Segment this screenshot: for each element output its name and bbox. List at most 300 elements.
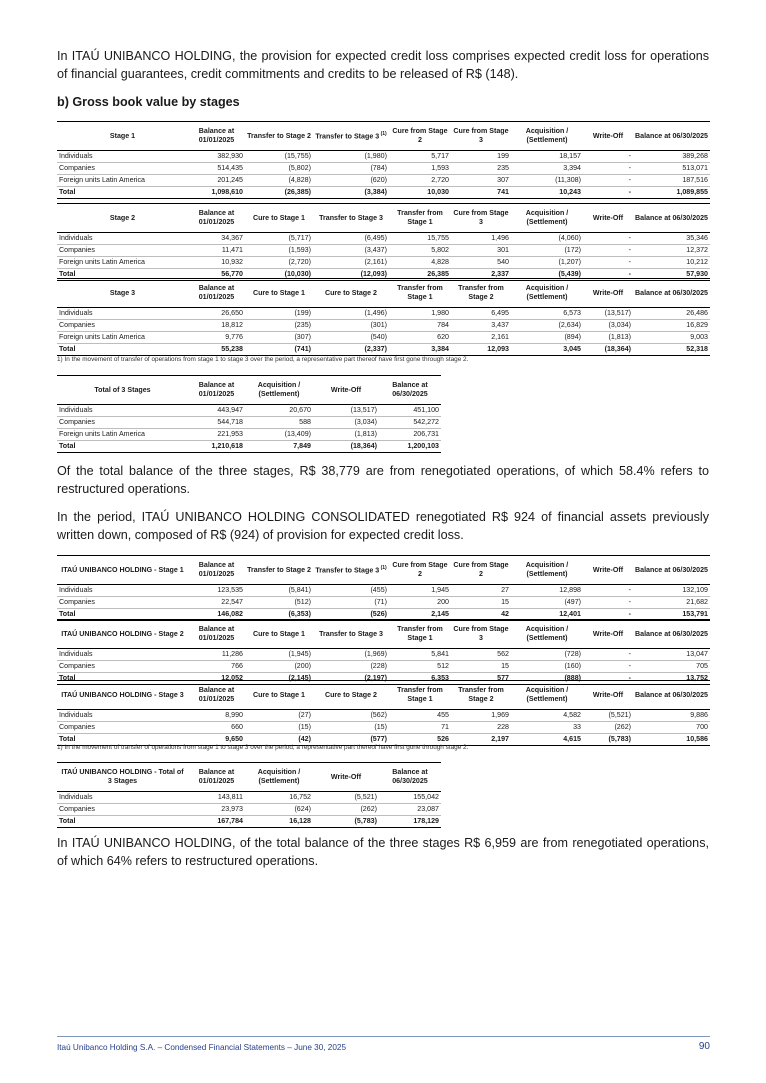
table-cell: (1,813) [313,429,379,441]
table-cell: 12,372 [633,245,710,257]
table-cell: 542,272 [379,417,441,429]
table-row [57,722,710,734]
column-header [245,122,313,151]
table-cell: (15) [245,722,313,734]
iuh-stage2-table [57,619,710,685]
table-header-row [57,620,710,649]
table-cell: 199 [451,151,511,163]
table-cell: 23,087 [379,804,441,816]
column-header-label: Write-Off [592,131,624,140]
stage1-table [57,121,710,199]
table-row [57,804,441,816]
column-header [313,204,389,233]
column-header [188,620,245,649]
table-cell: 1,098,610 [188,187,245,199]
column-header [633,556,710,585]
column-header [57,556,188,585]
table-row [57,320,710,332]
column-header-label: Write-Off [592,565,624,574]
table-cell: 52,318 [633,344,710,356]
table-cell: (13,517) [313,405,379,417]
table-cell: 56,770 [188,269,245,281]
intro-paragraph: In ITAÚ UNIBANCO HOLDING, the provision for expected credit loss comprises expected credit loss for operations of financial guarantees, credit commitments and credits to be released of R$ (148). [57,49,709,81]
column-header-label: Transfer from Stage 1 [397,625,443,642]
table-cell: 2,145 [389,609,451,621]
table-cell: 153,791 [633,609,710,621]
column-header [511,681,583,710]
footer-divider [57,1036,710,1037]
row-label: Foreign units Latin America [57,175,188,187]
table-cell: (4,060) [511,233,583,245]
table-cell: (6,353) [245,609,313,621]
stage2-table [57,203,710,281]
table-cell: (540) [313,332,389,344]
table-cell: (200) [245,661,313,673]
table-cell: 123,535 [188,585,245,597]
column-header [389,279,451,308]
table-cell: (894) [511,332,583,344]
table-cell: (235) [245,320,313,332]
column-header [583,681,633,710]
table-cell: (1,945) [245,649,313,661]
row-label: Total [57,609,188,621]
table-cell: 540 [451,257,511,269]
table-cell: 455 [389,710,451,722]
table-row [57,405,441,417]
table-cell: (10,030) [245,269,313,281]
row-label: Companies [57,804,188,816]
row-label: Companies [57,661,188,673]
table-cell: (18,364) [583,344,633,356]
table-cell: (3,034) [313,417,379,429]
column-header-label: Total of 3 Stages [94,385,151,394]
table-cell: (18,364) [313,441,379,453]
table-row [57,245,710,257]
iuh-stage3-table [57,680,710,746]
table-cell: - [583,175,633,187]
table-row [57,429,441,441]
table-cell: 1,593 [389,163,451,175]
table-cell: (2,634) [511,320,583,332]
column-header [245,204,313,233]
column-header [379,376,441,405]
table-cell: 27 [451,585,511,597]
table-cell: (26,385) [245,187,313,199]
column-header [57,376,188,405]
table-cell: 1,945 [389,585,451,597]
iuh-total-three-stages-table [57,762,441,828]
table-row [57,151,710,163]
table-cell: 1,089,855 [633,187,710,199]
table-cell: 526 [389,734,451,746]
row-label: Foreign units Latin America [57,332,188,344]
column-header [451,620,511,649]
table-cell: 513,071 [633,163,710,175]
renegotiated-paragraph: Of the total balance of the three stages, R$ 38,779 are from renegotiated operations, of which 58.4% refers to restructured operations. [57,464,709,496]
column-header-label: Transfer to Stage 3 [315,566,380,575]
table-cell: (307) [245,332,313,344]
table-cell: 15 [451,661,511,673]
row-label: Companies [57,245,188,257]
row-label: Total [57,734,188,746]
table-row [57,792,441,804]
column-header-label: Write-Off [592,690,624,699]
table-cell: (741) [245,344,313,356]
table-cell: 1,980 [389,308,451,320]
column-header [188,204,245,233]
table-header-row [57,204,710,233]
table-cell: 784 [389,320,451,332]
table-cell: (784) [313,163,389,175]
table-cell: 12,093 [451,344,511,356]
column-header [245,556,313,585]
total-three-stages-table [57,375,441,453]
row-label: Foreign units Latin America [57,429,188,441]
table-row [57,649,710,661]
table-cell: 451,100 [379,405,441,417]
table-cell: 12,401 [511,609,583,621]
footnote-marker: (1) [379,565,387,572]
column-header [389,681,451,710]
column-header-label: ITAÚ UNIBANCO HOLDING - Stage 2 [61,629,184,638]
table-header-row [57,279,710,308]
table-cell: 12,052 [188,673,245,685]
table-cell: 10,212 [633,257,710,269]
column-header-label: Balance at 01/01/2025 [198,768,235,785]
column-header [245,681,313,710]
table-cell: (526) [313,609,389,621]
column-header [188,556,245,585]
column-header-label: Balance at 06/30/2025 [635,213,708,222]
table-cell: 155,042 [379,792,441,804]
table-cell: (888) [511,673,583,685]
column-header-label: Balance at 01/01/2025 [198,381,235,398]
column-header-label: Acquisition / (Settlement) [525,209,569,226]
column-header-label: Acquisition / (Settlement) [525,284,569,301]
column-header-label: Transfer from Stage 1 [397,284,443,301]
column-header [313,681,389,710]
column-header-label: Balance at 06/30/2025 [635,288,708,297]
column-header-label: Balance at 01/01/2025 [198,561,235,578]
column-header [188,376,245,405]
column-header-label: Balance at 01/01/2025 [198,625,235,642]
column-header [633,204,710,233]
table-cell: (4,828) [245,175,313,187]
written-down-paragraph: In the period, ITAÚ UNIBANCO HOLDING CONSOLIDATED renegotiated R$ 924 of financial assets previously written down, composed of R$ (924) of provision for expected credit loss. [57,510,709,542]
table-header-row [57,122,710,151]
column-header-label: Write-Off [330,385,362,394]
row-label: Foreign units Latin America [57,257,188,269]
total-row [57,816,441,828]
column-header-label: Transfer from Stage 2 [458,686,504,703]
column-header [583,620,633,649]
table-cell: 2,720 [389,175,451,187]
table-row [57,233,710,245]
column-header-label: Balance at 06/30/2025 [635,690,708,699]
table-cell: - [583,673,633,685]
table-cell: 201,245 [188,175,245,187]
total-row [57,187,710,199]
column-header-label: Transfer from Stage 1 [397,209,443,226]
column-header [583,556,633,585]
table-cell: 146,082 [188,609,245,621]
table-cell: 35,346 [633,233,710,245]
column-header-label: Balance at 06/30/2025 [635,629,708,638]
table-cell: (1,496) [313,308,389,320]
table-cell: - [583,609,633,621]
column-header [57,681,188,710]
column-header [313,620,389,649]
column-header [511,204,583,233]
column-header-label: Balance at 06/30/2025 [635,131,708,140]
table-cell: - [583,187,633,199]
column-header [245,279,313,308]
table-cell: (228) [313,661,389,673]
table-cell: 382,930 [188,151,245,163]
table-cell: 562 [451,649,511,661]
column-header [451,204,511,233]
table-cell: 26,650 [188,308,245,320]
column-header [633,681,710,710]
row-label: Individuals [57,792,188,804]
table-cell: 9,650 [188,734,245,746]
table-cell: - [583,597,633,609]
row-label: Total [57,441,188,453]
table-cell: 9,886 [633,710,710,722]
column-header-label: Stage 2 [109,213,136,222]
table-row [57,308,710,320]
column-header-label: Write-Off [592,629,624,638]
column-header-label: Balance at 01/01/2025 [198,686,235,703]
table-row [57,332,710,344]
table-cell: 57,930 [633,269,710,281]
table-cell: 705 [633,661,710,673]
row-label: Companies [57,722,188,734]
table-cell: (262) [313,804,379,816]
table-cell: 301 [451,245,511,257]
table-cell: (455) [313,585,389,597]
column-header [313,279,389,308]
column-header [245,763,313,792]
table-row [57,175,710,187]
table-cell: 26,486 [633,308,710,320]
table-cell: 11,471 [188,245,245,257]
table-cell: 5,717 [389,151,451,163]
table-cell: 143,811 [188,792,245,804]
column-header-label: Cure from Stage 3 [453,209,509,226]
table-cell: 4,615 [511,734,583,746]
table-cell: (199) [245,308,313,320]
table-cell: - [583,661,633,673]
table-cell: 9,776 [188,332,245,344]
table-cell: (1,593) [245,245,313,257]
column-header [188,279,245,308]
table-cell: 6,573 [511,308,583,320]
table-cell: (577) [313,734,389,746]
column-header-label: Balance at 01/01/2025 [198,209,235,226]
table-cell: 6,353 [389,673,451,685]
column-header-label: Cure to Stage 2 [324,288,378,297]
table-cell: (3,384) [313,187,389,199]
table-cell: (42) [245,734,313,746]
table-cell: 700 [633,722,710,734]
table-cell: - [583,257,633,269]
table-cell: 577 [451,673,511,685]
row-label: Individuals [57,649,188,661]
table-row [57,661,710,673]
table-cell: 544,718 [188,417,245,429]
column-header-label: Cure to Stage 2 [324,690,378,699]
table-row [57,710,710,722]
column-header-label: Balance at 01/01/2025 [198,284,235,301]
row-label: Total [57,344,188,356]
table-cell: 2,161 [451,332,511,344]
column-header [57,122,188,151]
row-label: Total [57,187,188,199]
footnote-stages: 1) In the movement of transfer of operations from stage 1 to stage 3 over the period, a representative part thereof have first gone through stage 2. [57,356,469,363]
table-cell: 514,435 [188,163,245,175]
table-cell: (1,813) [583,332,633,344]
table-cell: 5,802 [389,245,451,257]
column-header-label: Write-Off [330,772,362,781]
table-cell: (5,783) [583,734,633,746]
column-header-label: Transfer to Stage 2 [247,565,311,574]
column-header-label: Cure to Stage 1 [252,629,306,638]
column-header-label: Cure from Stage 2 [453,561,509,578]
table-cell: 15 [451,597,511,609]
table-cell: 11,286 [188,649,245,661]
table-cell: 5,841 [389,649,451,661]
table-cell: (2,197) [313,673,389,685]
column-header [583,204,633,233]
table-header-row [57,681,710,710]
table-cell: 228 [451,722,511,734]
column-header [583,279,633,308]
footnote-marker: (1) [379,131,387,138]
column-header-label: Acquisition / (Settlement) [257,381,301,398]
table-cell: 26,385 [389,269,451,281]
column-header [511,620,583,649]
column-header-label: Cure from Stage 2 [392,127,448,144]
row-label: Companies [57,163,188,175]
table-cell: (2,145) [245,673,313,685]
table-cell: (1,980) [313,151,389,163]
column-header [245,620,313,649]
table-cell: 42 [451,609,511,621]
table-cell: (12,093) [313,269,389,281]
column-header-label: ITAÚ UNIBANCO HOLDING - Stage 1 [61,565,184,574]
table-cell: (624) [245,804,313,816]
table-cell: (2,161) [313,257,389,269]
table-cell: 10,243 [511,187,583,199]
table-cell: - [583,151,633,163]
column-header-label: Balance at 06/30/2025 [392,381,428,398]
row-label: Individuals [57,585,188,597]
total-row [57,441,441,453]
row-label: Companies [57,417,188,429]
table-cell: (160) [511,661,583,673]
table-cell: 16,829 [633,320,710,332]
row-label: Individuals [57,308,188,320]
table-cell: (15) [313,722,389,734]
table-cell: 16,752 [245,792,313,804]
column-header [633,620,710,649]
table-cell: 2,337 [451,269,511,281]
column-header [313,556,389,585]
table-cell: 7,849 [245,441,313,453]
table-cell: (497) [511,597,583,609]
table-cell: - [583,163,633,175]
table-cell: 10,932 [188,257,245,269]
table-cell: 15,755 [389,233,451,245]
table-cell: 13,047 [633,649,710,661]
table-cell: 33 [511,722,583,734]
column-header [313,122,389,151]
table-cell: (71) [313,597,389,609]
table-row [57,417,441,429]
table-cell: 221,953 [188,429,245,441]
table-cell: 3,437 [451,320,511,332]
table-cell: (13,409) [245,429,313,441]
table-cell: 3,394 [511,163,583,175]
column-header [188,681,245,710]
column-header-label: Cure from Stage 3 [453,625,509,642]
table-cell: (5,521) [583,710,633,722]
table-row [57,257,710,269]
table-cell: (3,034) [583,320,633,332]
table-cell: 1,210,618 [188,441,245,453]
column-header [451,556,511,585]
table-cell: 443,947 [188,405,245,417]
row-label: Individuals [57,233,188,245]
column-header [57,204,188,233]
column-header-label: ITAÚ UNIBANCO HOLDING - Total of 3 Stages [61,768,184,785]
column-header-label: Write-Off [592,288,624,297]
table-cell: 9,003 [633,332,710,344]
column-header-label: Stage 1 [109,131,136,140]
column-header [511,556,583,585]
column-header-label: Acquisition / (Settlement) [525,561,569,578]
column-header-label: Acquisition / (Settlement) [525,127,569,144]
table-cell: (5,841) [245,585,313,597]
footer-text: Itaú Unibanco Holding S.A. – Condensed Financial Statements – June 30, 2025 [57,1043,347,1052]
table-cell: 1,200,103 [379,441,441,453]
table-cell: 3,384 [389,344,451,356]
table-cell: 167,784 [188,816,245,828]
table-cell: - [583,585,633,597]
column-header [389,620,451,649]
table-cell: (2,720) [245,257,313,269]
table-cell: 55,238 [188,344,245,356]
table-cell: 132,109 [633,585,710,597]
column-header-label: Transfer from Stage 1 [397,686,443,703]
table-cell: (27) [245,710,313,722]
table-row [57,585,710,597]
row-label: Individuals [57,151,188,163]
table-cell: (13,517) [583,308,633,320]
column-header [511,279,583,308]
column-header-label: Transfer to Stage 2 [247,131,311,140]
table-cell: (11,308) [511,175,583,187]
table-cell: 307 [451,175,511,187]
row-label: Companies [57,597,188,609]
table-cell: - [583,269,633,281]
row-label: Individuals [57,710,188,722]
table-cell: 1,969 [451,710,511,722]
column-header [188,763,245,792]
column-header [633,279,710,308]
table-cell: 200 [389,597,451,609]
